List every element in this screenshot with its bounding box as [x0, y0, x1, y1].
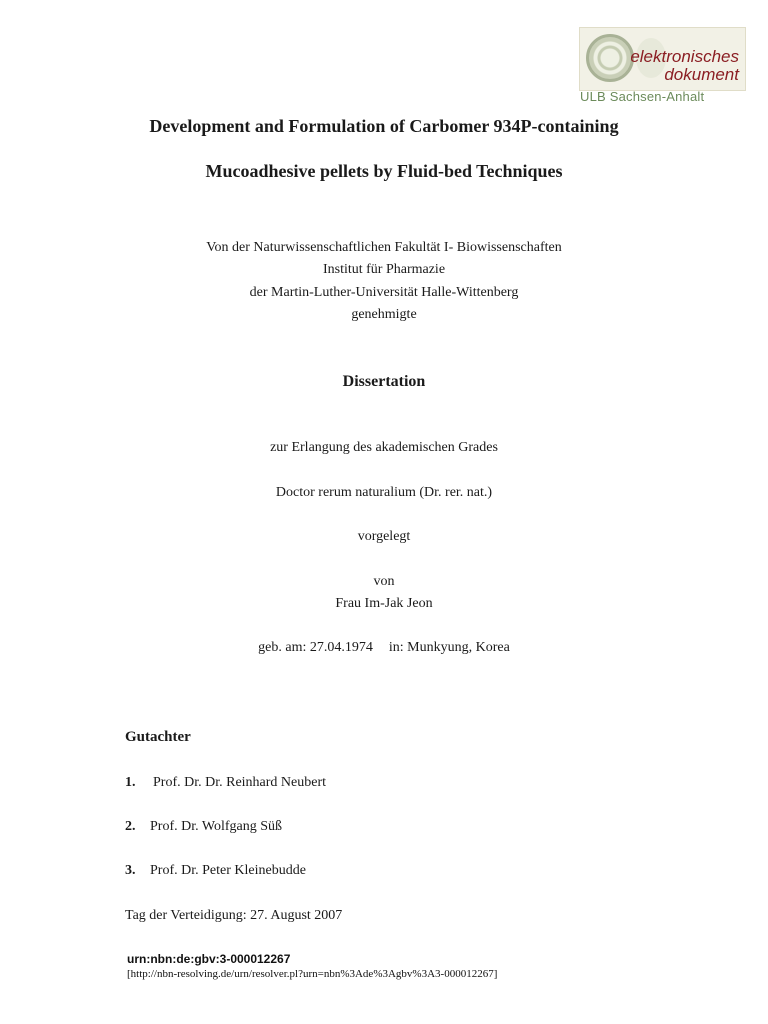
title-line-2: Mucoadhesive pellets by Fluid-bed Techniques [205, 161, 563, 181]
birth-line [0, 637, 768, 659]
by-text: von [373, 574, 395, 589]
reviewer-item-2 [125, 816, 282, 838]
reviewer-number: 1. [125, 775, 136, 790]
logo-text-line1: elektronisches [630, 47, 739, 66]
author-name: Frau Im-Jak Jeon [335, 596, 433, 611]
reviewer-item-1 [125, 772, 326, 794]
university-seal-icon [586, 34, 634, 82]
reviewer-number: 2. [125, 819, 136, 834]
defense-date: Tag der Verteidigung: 27. August 2007 [125, 908, 343, 923]
presented-text: vorgelegt [357, 529, 411, 544]
degree-line-1: zur Erlangung des akademischen Grades [270, 440, 498, 455]
reviewer-name: Prof. Dr. Peter Kleinebudde [150, 863, 306, 878]
reviewers-heading: Gutachter [125, 729, 191, 745]
reviewer-item-3 [125, 860, 306, 882]
urn-identifier: urn:nbn:de:gbv:3-000012267 [127, 952, 291, 966]
dissertation-heading: Dissertation [342, 373, 426, 390]
urn-resolver-link[interactable]: [http://nbn-resolving.de/urn/resolver.pl?urn=nbn%3Ade%3Agbv%3A3-000012267] [127, 968, 498, 980]
faculty-line-4: genehmigte [351, 307, 417, 322]
faculty-line-2: Institut für Pharmazie [322, 262, 446, 277]
title-line-1: Development and Formulation of Carbomer 934P-containing [149, 116, 619, 136]
birth-date: geb. am: 27.04.1974 [258, 640, 373, 655]
logo-text-line2: dokument [664, 65, 739, 84]
reviewer-number: 3. [125, 863, 136, 878]
birth-place: in: Munkyung, Korea [388, 640, 510, 655]
logo-caption: ULB Sachsen-Anhalt [580, 89, 705, 104]
faculty-line-3: der Martin-Luther-Universität Halle-Wittenberg [249, 285, 519, 300]
degree-line-2: Doctor rerum naturalium (Dr. rer. nat.) [275, 485, 493, 500]
elektronisches-dokument-logo [579, 27, 746, 91]
reviewer-name: Prof. Dr. Wolfgang Süß [150, 819, 283, 834]
faculty-line-1: Von der Naturwissenschaftlichen Fakultät I- Biowissenschaften [206, 240, 562, 255]
reviewer-name: Prof. Dr. Dr. Reinhard Neubert [153, 775, 327, 790]
